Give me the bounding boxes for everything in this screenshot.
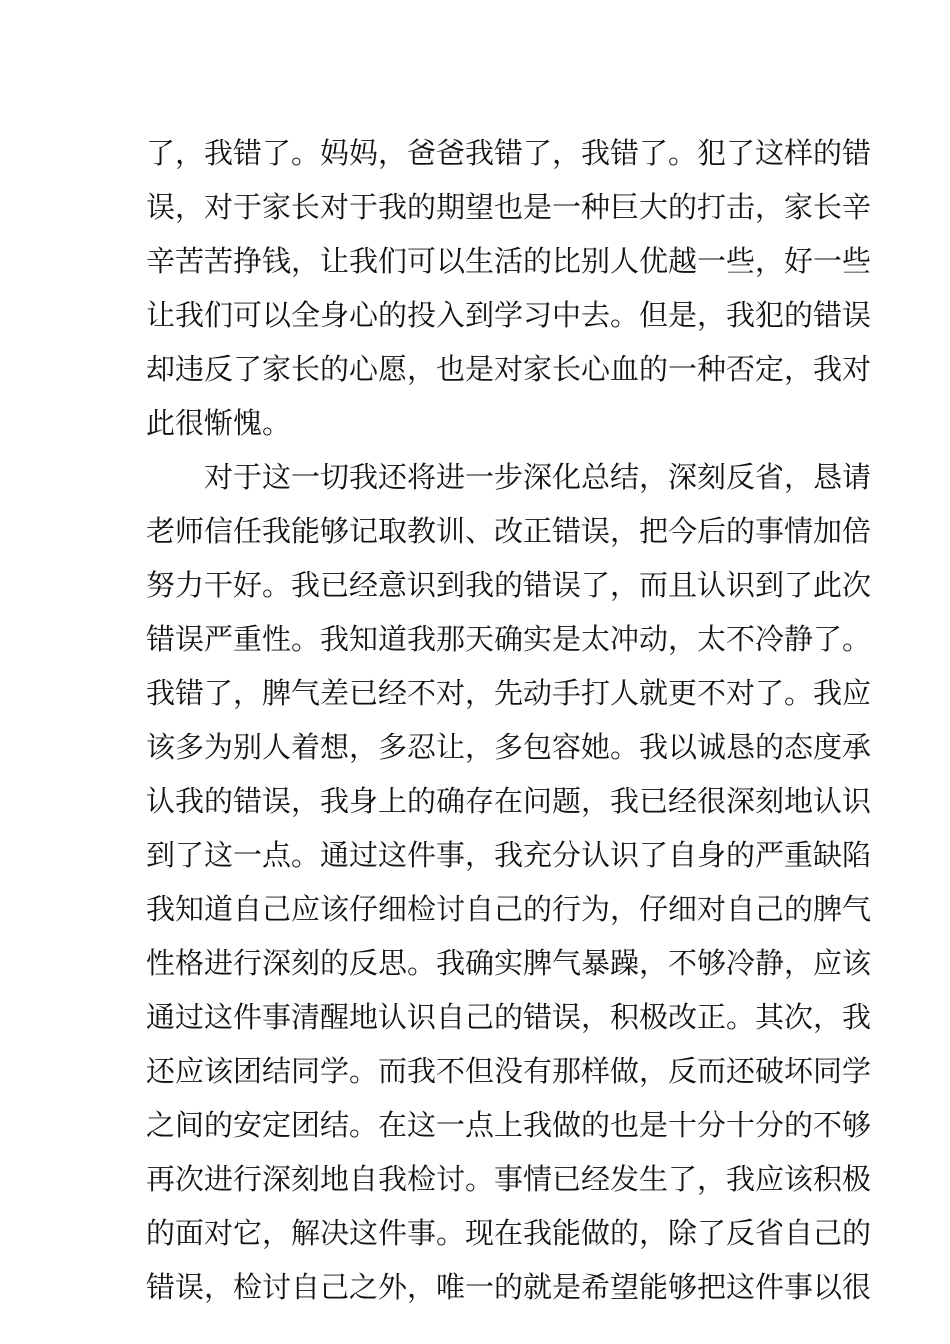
text-line: 了，我错了。妈妈，爸爸我错了，我错了。犯了这样的错 — [146, 136, 872, 170]
text-line: 误，对于家长对于我的期望也是一种巨大的打击，家长辛 — [146, 190, 872, 224]
text-line: 性格进行深刻的反思。我确实脾气暴躁，不够冷静，应该 — [146, 946, 872, 980]
paragraph-first-line: 对于这一切我还将进一步深化总结，深刻反省，恳请 — [204, 460, 872, 494]
text-line: 之间的安定团结。在这一点上我做的也是十分十分的不够 — [146, 1108, 872, 1142]
text-line: 的面对它，解决这件事。现在我能做的，除了反省自己的 — [146, 1216, 872, 1250]
text-line: 还应该团结同学。而我不但没有那样做，反而还破坏同学 — [146, 1054, 872, 1088]
text-line: 辛苦苦挣钱，让我们可以生活的比别人优越一些，好一些 — [146, 244, 872, 278]
text-line: 此很惭愧。 — [146, 406, 292, 440]
text-line: 该多为别人着想，多忍让，多包容她。我以诚恳的态度承 — [146, 730, 872, 764]
body-text — [146, 126, 872, 1314]
text-line: 再次进行深刻地自我检讨。事情已经发生了，我应该积极 — [146, 1162, 872, 1196]
text-line: 我知道自己应该仔细检讨自己的行为，仔细对自己的脾气 — [146, 892, 872, 926]
text-line: 错误，检讨自己之外，唯一的就是希望能够把这件事以很 — [146, 1270, 872, 1304]
text-line: 到了这一点。通过这件事，我充分认识了自身的严重缺陷 — [146, 838, 872, 872]
text-line: 我错了，脾气差已经不对，先动手打人就更不对了。我应 — [146, 676, 872, 710]
text-line: 通过这件事清醒地认识自己的错误，积极改正。其次，我 — [146, 1000, 872, 1034]
text-line: 却违反了家长的心愿，也是对家长心血的一种否定，我对 — [146, 352, 872, 386]
text-line: 错误严重性。我知道我那天确实是太冲动，太不冷静了。 — [146, 622, 872, 656]
text-line: 老师信任我能够记取教训、改正错误，把今后的事情加倍 — [146, 514, 872, 548]
text-line: 认我的错误，我身上的确存在问题，我已经很深刻地认识 — [146, 784, 872, 818]
text-line: 努力干好。我已经意识到我的错误了，而且认识到了此次 — [146, 568, 872, 602]
text-line: 让我们可以全身心的投入到学习中去。但是，我犯的错误 — [146, 298, 872, 332]
